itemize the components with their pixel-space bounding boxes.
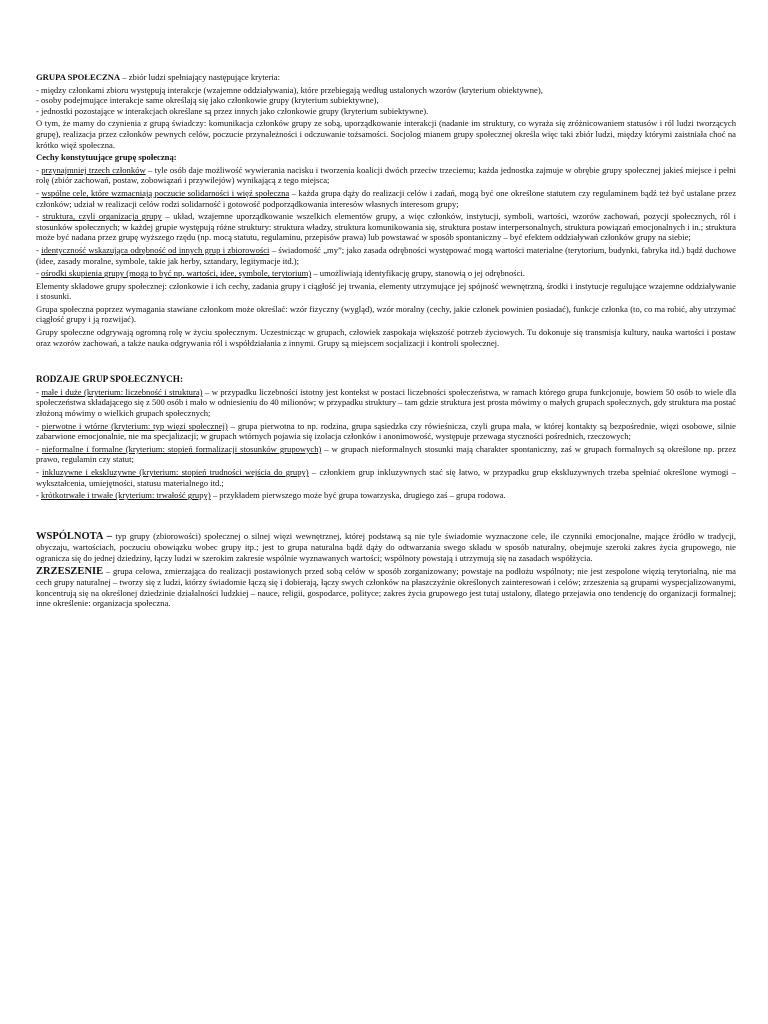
type-item: - nieformalne i formalne (kryterium: stopień formalizacji stosunków grupowych) – w grupach nieformalnych stosunki mają charakter spontaniczny, zaś w grupach formalnych są określone np. przez prawo, regulamin czy statut; xyxy=(36,443,737,465)
type-item: - krótkotrwałe i trwałe (kryterium: trwałość grupy) – przykładem pierwszego może być grupa towarzyska, drugiego zaś – grupa rodowa. xyxy=(36,490,506,501)
intro-summary: O tym, że mamy do czynienia z grupą świadczy: komunikacja członków grupy ze sobą, uporządkowanie interakcji (nadanie im struktury, co wyraża się zróżnicowaniem statusów i ról ludzi tworzących grupę), realizacja przez członków pewnych celów, poczucie przynależności i odczuwanie tożsamości. Socjolog mianem grupy społecznej określa więc taki zbiór ludzi, między którymi zaistniała choć na krótko więź społeczna. xyxy=(36,118,736,150)
type-item: - inkluzywne i ekskluzywne (kryterium: stopień trudności wejścia do grupy) – członkiem grup inkluzywnych stać się łatwo, w przypadku grup ekskluzywnych trzeba spełniać określone wymogi – wykształcenia, umiejętności, statusu materialnego itd.; xyxy=(36,467,736,488)
criterion-2: - osoby podejmujące interakcje same określają się jako członkowie grupy (kryterium subiektywne), xyxy=(36,95,379,106)
elements-paragraph: Elementy składowe grupy społecznej: członkowie i ich cechy, zadania grupy i ciągłość jej trwania, elementy utrzymujące jej spójność wewnętrzną, środki i instytucje regulujące wzajemne oddziaływanie i stosunki. xyxy=(36,280,736,302)
features-heading: Cechy konstytuujące grupę społeczną: xyxy=(36,152,177,163)
feature-item: - struktura, czyli organizacja grupy – układ, wzajemne uporządkowanie wszelkich elementów grupy, a więc członków, instytucji, symboli, wartości, wzorów zachowań, pozycji społecznych, ról i stosunków społecznych; w każdej grupie występują różne struktury: struktura władzy, struktura komunikowania się, struktura postaw interpersonalnych, struktura powiązań emocjonalnych i in.; struktura może być nadana przez grupę wyższego rzędu (np. mocą statutu, regulaminu, przepisów prawa) lub powstawać w sposób spontaniczny – być efektem oddziaływań członków grupy na siebie; xyxy=(36,211,736,243)
type-item: - pierwotne i wtórne (kryterium: typ więzi społecznej) – grupa pierwotna to np. rodzina, grupa sąsiedzka czy rówieśnicza, czyli grupa mała, w której kontakty są bezpośrednie, więzi osobowe, silnie zabarwione emocjonalnie, nie ma specjalizacji; w grupach wtórnych pojawia się izolacja członków i anonimowość, występuje przewaga styczności pośrednich, rzeczowych; xyxy=(36,420,736,442)
types-heading: RODZAJE GRUP SPOŁECZNYCH: xyxy=(36,374,184,385)
association-paragraph: ZRZESZENIE – grupa celowa, zmierzająca do realizacji postawionych przed sobą celów w sposób zorganizowany; powstaje na podłożu wspólnoty; nie jest zespolone więzią terytorialną, nie ma cech grupy naturalnej – tworzy się z ludzi, którzy świadomie łączą się i dobierają, łączy swych członków na płaszczyźnie określonych zainteresowań i celów; zrzeszenia są grupami wyspecjalizowanymi, koncentrują się na określonej dziedzinie działalności ludzkiej – nauce, religii, gospodarce, polityce; zakres życia grupowego jest tutaj ustalony, dlatego przejawia ono tendencję do organizacji formalnej; inne określenie: organizacja społeczna. xyxy=(36,565,736,609)
feature-item: - ośrodki skupienia grupy (mogą to być np. wartości, idee, symbole, terytorium) – umożliwiają identyfikację grupy, stanowią o jej odrębności. xyxy=(36,268,525,279)
intro-definition: GRUPA SPOŁECZNA – zbiór ludzi spełniający następujące kryteria: xyxy=(36,72,280,82)
community-paragraph: WSPÓLNOTA – typ grupy (zbiorowości) społecznej o silnej więzi wewnętrznej, której podstawą są nie tyle świadomie wyznaczone cele, ile czynniki emocjonalne, mające źródło w tradycji, obyczaju, wartościach, poczuciu obowiązku wobec grupy itp.; jest to grupa naturalna bądź dąży do odtwarzania swego składu w sposób naturalny, obejmuje szeroki zakres życia grupowego, nie ogranicza się do jednej dziedziny, łączy ludzi w szerokim zakresie wspólnie wyznawanych wartości; wspólnoty powstają i utrzymują się na zasadach współżycia. xyxy=(36,530,736,563)
criterion-1: - między członkami zbioru występują interakcje (wzajemne oddziaływania), które przebiegają według ustalonych wzorów (kryterium obiektywne), xyxy=(36,84,543,95)
document-page xyxy=(36,72,736,611)
requirements-paragraph: Grupa społeczna poprzez wymagania stawiane członkom może określać: wzór fizyczny (wygląd), wzór moralny (cechy, jakie członek powinien posiadać), funkcje członka (to, co ma robić, aby utrzymać ciągłość grupy i ją rozwijać). xyxy=(36,303,736,325)
term-grupa-spoleczna: GRUPA SPOŁECZNA xyxy=(36,72,121,82)
type-item: - małe i duże (kryterium: liczebność i struktura) – w przypadku liczebności istotny jest kontekst w postaci liczebności społeczeństwa, w ramach którego grupa funkcjonuje, bowiem 50 osób to wiele dla społeczeństwa składającego się z 500 osób i mało w odniesieniu do 40 milionów; w przypadku struktury – tam gdzie struktura jest prosta mówimy o małych grupach społecznych, gdy struktura ma postać złożoną mówimy o wielkich grupach społecznych; xyxy=(36,386,737,419)
term-zrzeszenie: ZRZESZENIE xyxy=(36,565,104,577)
criterion-3: - jednostki pozostające w interakcjach określane są przez innych jako członkowie grupy (kryterium subiektywne). xyxy=(36,105,429,116)
feature-item: - identyczność wskazująca odrębność od innych grup i zbiorowości – świadomość „my”; jako zasada odrębności występować mogą wartości materialne (terytorium, budynki, fabryka itd.) bądź duchowe (idee, zasady moralne, symbole, takie jak herby, sztandary, legitymacje itd.); xyxy=(36,244,736,266)
feature-item: - przynajmniej trzech członków – tyle osób daje możliwość wywierania nacisku i tworzenia koalicji dwóch przeciw trzeciemu; każda jednostka zajmuje w obrębie grupy społecznej jakieś miejsce i pełni rolę (zbiór zachowań, postaw, zobowiązań i przywilejów) wynikającą z tego miejsca; xyxy=(36,164,736,186)
role-paragraph: Grupy społeczne odgrywają ogromną rolę w życiu społecznym. Uczestnicząc w grupach, człowiek zaspokaja większość potrzeb życiowych. Tu dokonuje się transmisja kultury, nauka wartości i postaw oraz wzorów zachowań, a także nauka odgrywania ról i współdziałania z innymi. Grupy są miejscem socjalizacji i kontroli społecznej. xyxy=(36,327,736,348)
feature-item: - wspólne cele, które wzmacniają poczucie solidarności i więź społeczna – każda grupa dąży do realizacji celów i zadań, mogą być one określone statutem czy regulaminem bądź też być ustalane przez członków; udział w realizacji celów rodzi solidarność i gotowość podporządkowania interesów własnych interesom grupy; xyxy=(36,187,737,209)
term-wspolnota: WSPÓLNOTA – xyxy=(36,530,112,542)
